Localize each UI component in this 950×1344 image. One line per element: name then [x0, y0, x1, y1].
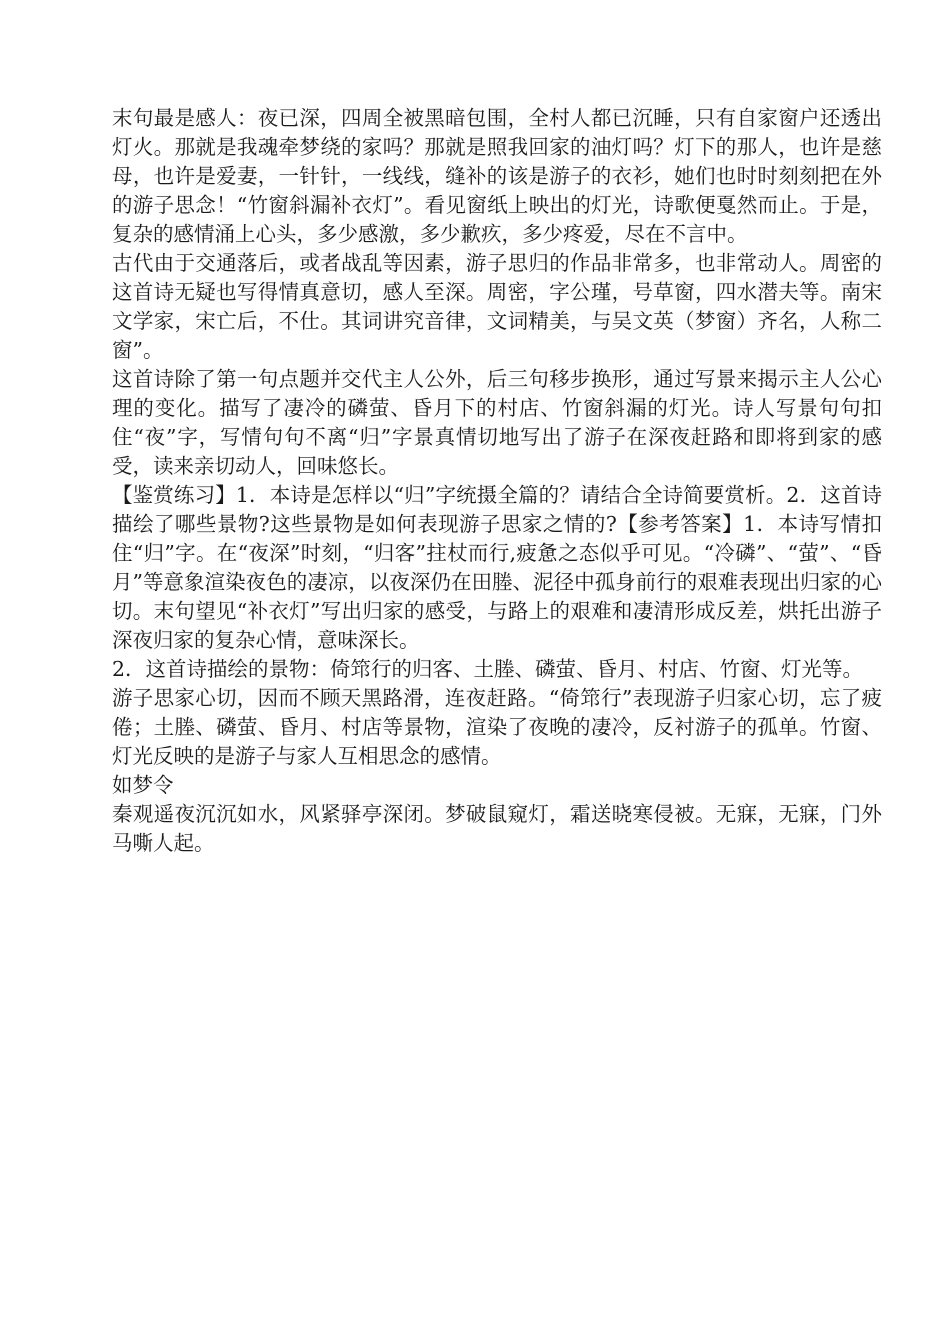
paragraph-closing-line-analysis: 末句最是感人：夜已深，四周全被黑暗包围，全村人都已沉睡，只有自家窗户还透出灯火。那就是我魂牵梦绕的家吗？那就是照我回家的油灯吗？灯下的那人，也许是慈母，也许是爱妻，一针针，一线线，缝补的该是游子的衣衫，她们也时时刻刻把在外的游子思念！“竹窗斜漏补衣灯”。看见窗纸上映出的灯光，诗歌便戛然而止。于是，复杂的感情涌上心头，多少感激，多少歉疚，多少疼爱，尽在不言中。 [112, 106, 882, 246]
paragraph-author-background: 古代由于交通落后，或者战乱等因素，游子思归的作品非常多，也非常动人。周密的这首诗无疑也写得情真意切，感人至深。周密，字公瑾，号草窗，四水潜夫等。南宋文学家，宋亡后，不仕。其词讲究音律，文词精美，与吴文英（梦窗）齐名，人称二窗”。 [112, 251, 882, 362]
paragraph-exercise-and-answer: 【鉴赏练习】1．本诗是怎样以“归”字统摄全篇的？请结合全诗简要赏析。2．这首诗描绘了哪些景物?这些景物是如何表现游子思家之情的?【参考答案】1．本诗写情扣住“归”字。在“夜深”时刻，“归客”拄杖而行,疲惫之态似乎可见。“冷磷”、“萤”、“昏月”等意象渲染夜色的凄凉，以夜深仍在田塍、泥径中孤身前行的艰难表现出归家的心切。末句望见“补衣灯”写出归家的感受，与路上的艰难和凄清形成反差，烘托出游子深夜归家的复杂心情，意味深长。 [112, 483, 882, 652]
poem-text: 秦观遥夜沉沉如水，风紧驿亭深闭。梦破鼠窥灯，霜送晓寒侵被。无寐，无寐，门外马嘶人起。 [112, 802, 882, 855]
paragraph-answer-emotion: 游子思家心切，因而不顾天黑路滑，连夜赶路。“倚筇行”表现游子归家心切，忘了疲倦；土塍、磷萤、昏月、村店等景物，渲染了夜晚的凄冷，反衬游子的孤单。竹窗、灯光反映的是游子与家人互相思念的感情。 [112, 686, 882, 768]
document-body [112, 104, 882, 858]
poem-title: 如梦令 [112, 773, 174, 797]
paragraph-poem-structure: 这首诗除了第一句点题并交代主人公外，后三句移步换形，通过写景来揭示主人公心理的变化。描写了凄冷的磷萤、昏月下的村店、竹窗斜漏的灯光。诗人写景句句扣住“夜”字，写情句句不离“归”字景真情切地写出了游子在深夜赶路和即将到家的感受，读来亲切动人，回味悠长。 [112, 367, 882, 478]
paragraph-answer-scenery: 2．这首诗描绘的景物：倚筇行的归客、土塍、磷萤、昏月、村店、竹窗、灯光等。 [112, 657, 864, 681]
